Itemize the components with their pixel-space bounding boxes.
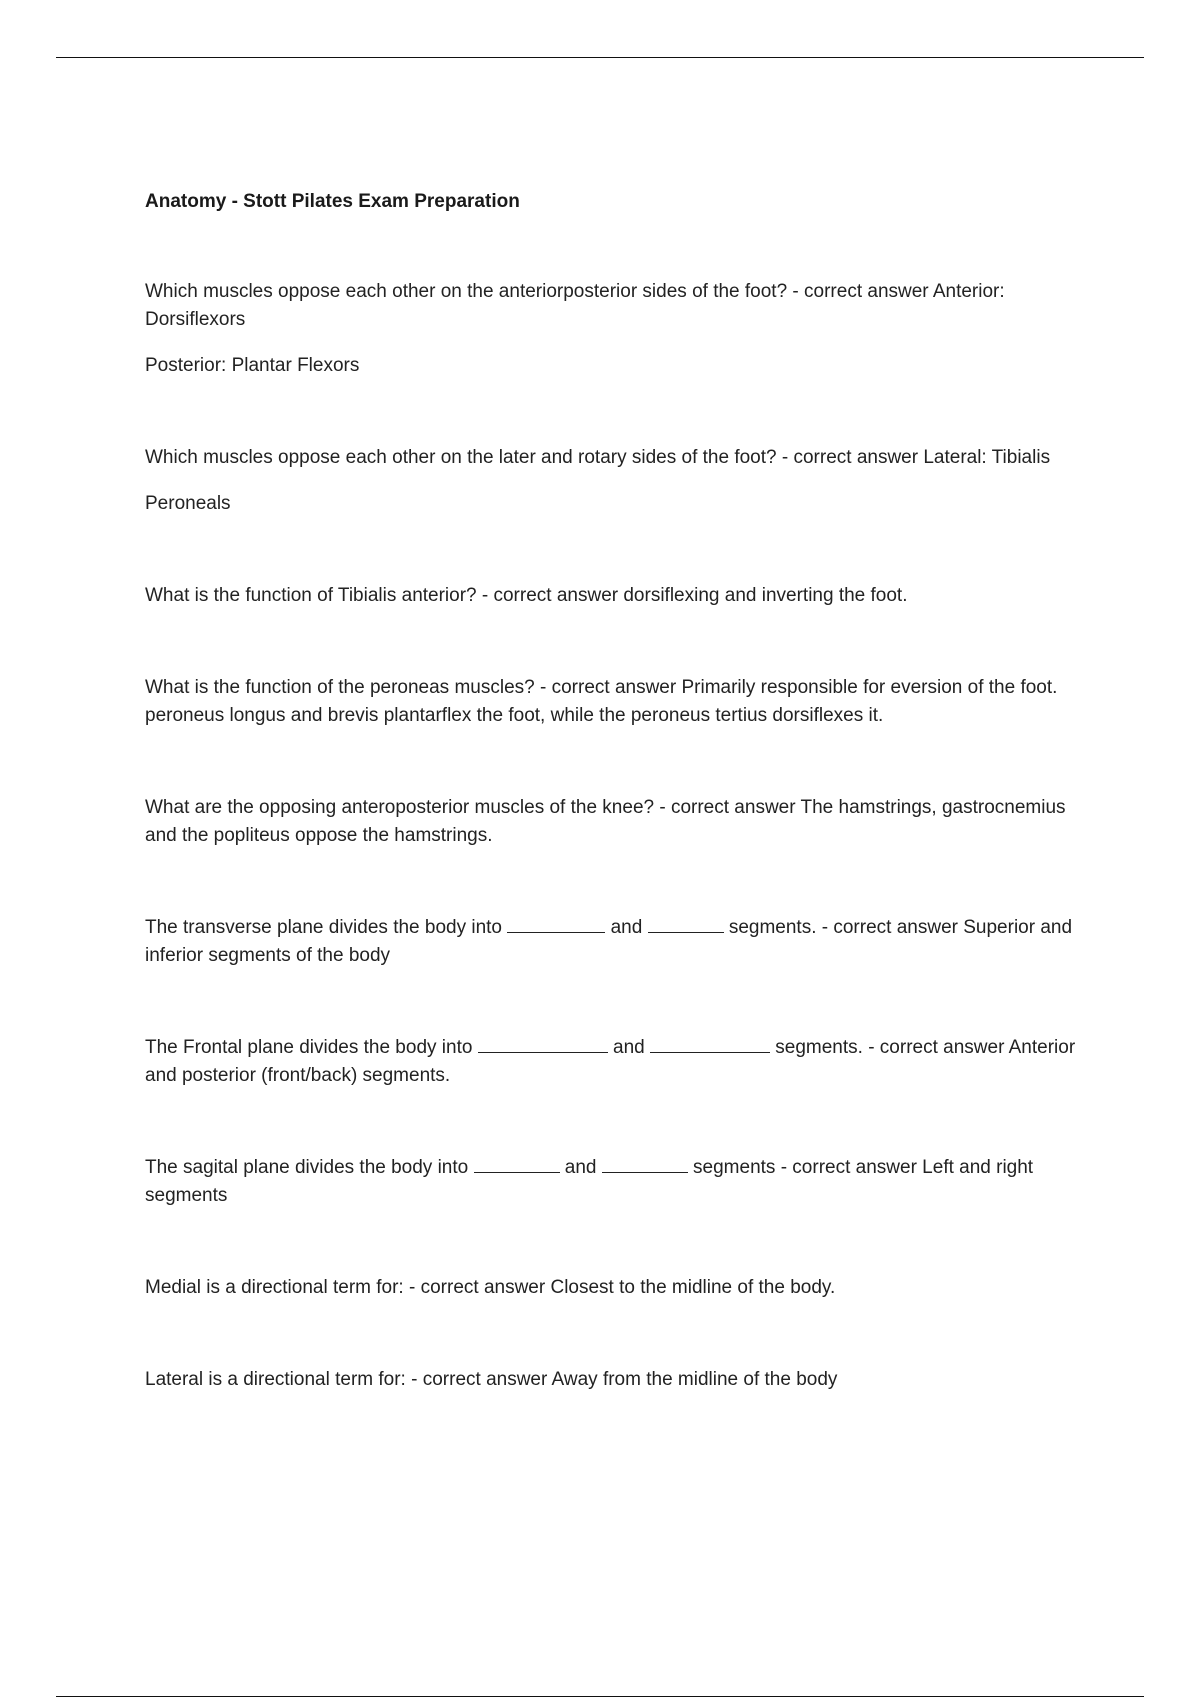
document-body [145, 188, 1095, 1394]
qa-extra: Posterior: Plantar Flexors [145, 355, 360, 376]
qa-text: What are the opposing anteroposterior muscles of the knee? - correct answer The hamstrings, gastrocnemius and the popliteus oppose the hamstrings. [145, 797, 1066, 846]
qa-text [145, 914, 1095, 970]
qa-item-4 [145, 674, 1095, 730]
qa-text: Lateral is a directional term for: - correct answer Away from the midline of the body [145, 1369, 838, 1390]
qa-text-part-a: The sagital plane divides the body into [145, 1157, 469, 1178]
qa-item-10 [145, 1366, 1095, 1394]
fill-in-blank [474, 1154, 560, 1173]
qa-item-7 [145, 1034, 1095, 1090]
qa-text-mid: and [613, 1037, 645, 1058]
fill-in-blank [602, 1154, 688, 1173]
bottom-rule [56, 1696, 1144, 1697]
qa-text: Which muscles oppose each other on the anteriorposterior sides of the foot? - correct answer Anterior: Dorsiflexors [145, 281, 1005, 330]
qa-text [145, 1154, 1095, 1210]
qa-text-part-a: The Frontal plane divides the body into [145, 1037, 473, 1058]
qa-text: Medial is a directional term for: - correct answer Closest to the midline of the body. [145, 1277, 836, 1298]
qa-text-part-b: segments - correct answer Left and right segments [145, 1157, 1034, 1206]
top-rule [56, 57, 1144, 58]
qa-text-part-a: The transverse plane divides the body into [145, 917, 502, 938]
qa-text-mid: and [564, 1157, 597, 1178]
qa-item-1 [145, 278, 1095, 380]
qa-item-8 [145, 1154, 1095, 1210]
qa-item-3 [145, 582, 1095, 610]
fill-in-blank [507, 914, 605, 933]
qa-item-9 [145, 1274, 1095, 1302]
qa-text: What is the function of the peroneas muscles? - correct answer Primarily responsible for eversion of the foot. peroneus longus and brevis plantarflex the foot, while the peroneus tertius dorsiflexes it. [145, 677, 1058, 726]
qa-text: What is the function of Tibialis anterior? - correct answer dorsiflexing and inverting the foot. [145, 585, 908, 606]
qa-text-part-b: segments. - correct answer Superior and inferior segments of the body [145, 917, 1073, 966]
qa-extra: Peroneals [145, 493, 231, 514]
qa-item-5 [145, 794, 1095, 850]
qa-text [145, 1034, 1095, 1090]
fill-in-blank [478, 1034, 608, 1053]
document-title: Anatomy - Stott Pilates Exam Preparation [145, 191, 520, 212]
fill-in-blank [650, 1034, 770, 1053]
fill-in-blank [648, 914, 724, 933]
qa-item-6 [145, 914, 1095, 970]
qa-text-mid: and [610, 917, 643, 938]
qa-text: Which muscles oppose each other on the later and rotary sides of the foot? - correct answer Lateral: Tibialis [145, 447, 1051, 468]
qa-item-2 [145, 444, 1095, 518]
qa-text-part-b: segments. - correct answer Anterior and posterior (front/back) segments. [145, 1037, 1076, 1086]
